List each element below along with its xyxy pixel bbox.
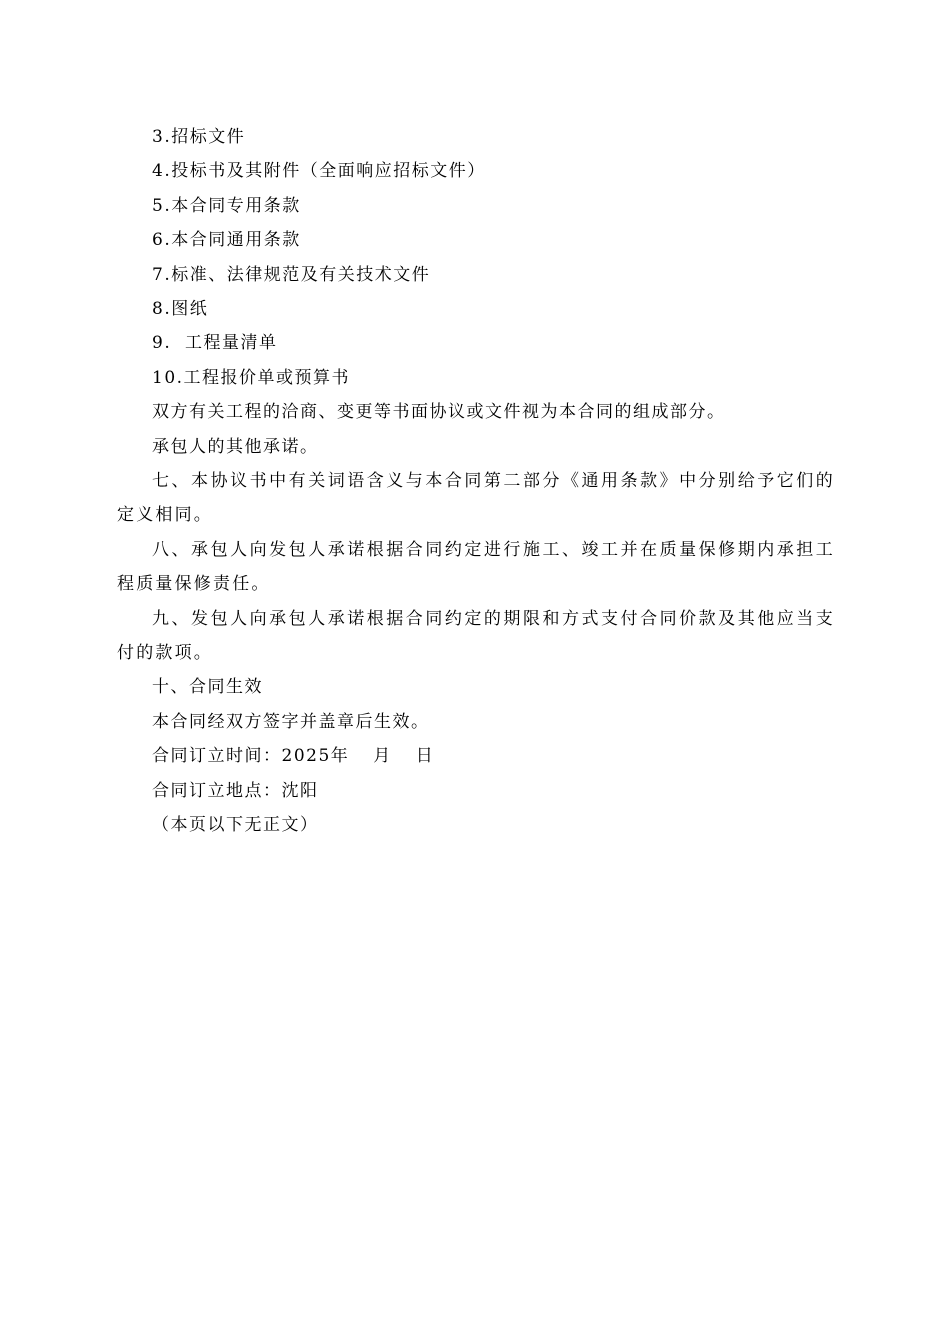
signing-month: 月 [373, 746, 392, 767]
end-note: （本页以下无正文） [152, 814, 319, 835]
attachment-item: 7.标准、法律规范及有关技术文件 [152, 264, 431, 285]
attachment-item: 8.图纸 [152, 298, 209, 319]
clause-9: 九、发包人向承包人承诺根据合同约定的期限和方式支付合同价款及其他应当支付的款项。 [117, 608, 835, 663]
document-body [117, 120, 835, 842]
attachment-item: 5.本合同专用条款 [152, 195, 301, 216]
signing-place-value: 沈阳 [281, 780, 319, 801]
clause-8: 八、承包人向发包人承诺根据合同约定进行施工、竣工并在质量保修期内承担工程质量保修责任。 [117, 539, 835, 595]
clause-10-title: 十、合同生效 [152, 677, 263, 698]
signing-time-label: 合同订立时间： [152, 746, 282, 767]
signing-place [117, 774, 835, 808]
attachment-item: 10.工程报价单或预算书 [152, 367, 351, 388]
signing-year: 2025年 [281, 746, 350, 767]
signing-day: 日 [415, 746, 435, 767]
attachment-item: 6.本合同通用条款 [152, 230, 301, 251]
negotiation-note: 双方有关工程的洽商、变更等书面协议或文件视为本合同的组成部分。 [152, 402, 726, 423]
signing-place-label: 合同订立地点： [152, 780, 282, 801]
attachment-item: 3.招标文件 [152, 127, 246, 147]
effect-text: 本合同经双方签字并盖章后生效。 [152, 711, 430, 732]
signing-time [117, 739, 835, 773]
attachment-item: 9. 工程量清单 [152, 333, 278, 354]
attachment-item: 4.投标书及其附件（全面响应招标文件） [152, 161, 486, 182]
contractor-promise: 承包人的其他承诺。 [152, 436, 319, 457]
clause-7: 七、本协议书中有关词语含义与本合同第二部分《通用条款》中分别给予它们的定义相同。 [117, 470, 835, 526]
